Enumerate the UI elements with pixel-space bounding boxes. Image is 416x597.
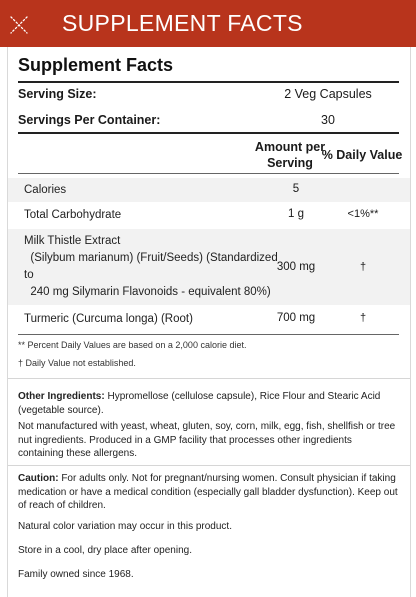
other-ingredients-label: Other Ingredients:: [18, 391, 105, 402]
servings-value: 30: [321, 113, 335, 127]
footnote-percent-dv: ** Percent Daily Values are based on a 2,000 calorie diet.: [18, 340, 247, 350]
table-row: [8, 306, 410, 333]
table-row: [8, 229, 410, 305]
row-name: to: [24, 269, 34, 281]
title-rule: [18, 81, 399, 83]
header-bar: [0, 0, 416, 47]
other-ingredients: [18, 390, 400, 417]
row-daily-value: †: [359, 261, 367, 273]
row-name: 240 mg Silymarin Flavonoids - equivalent 80%): [24, 286, 271, 298]
header-title: SUPPLEMENT FACTS: [62, 10, 303, 36]
row-amount: 1 g: [288, 208, 304, 220]
caution-text: For adults only. Not for pregnant/nursing women. Consult physician if taking medication or have a medical condition (especially gall bladder dysfunction). Keep out of reach of children.: [18, 473, 398, 511]
row-name: Total Carbohydrate: [24, 209, 122, 221]
family-owned-note: Family owned since 1968.: [18, 569, 134, 580]
servings-label: Servings Per Container:: [18, 113, 161, 127]
color-variation-note: Natural color variation may occur in this product.: [18, 521, 232, 532]
header-rule: [18, 173, 399, 174]
row-amount: 5: [292, 183, 300, 195]
row-name: Calories: [24, 184, 67, 196]
notes-divider: [8, 378, 410, 379]
other-ingredients-text: Hypromellose (cellulose capsule), Rice Flour and Stearic Acid (vegetable source).: [18, 391, 381, 416]
row-name: Turmeric (Curcuma longa) (Root): [24, 313, 193, 325]
row-daily-value: <1%**: [347, 208, 379, 220]
servings-rule: [18, 132, 399, 134]
amount-header-line2: Serving: [267, 156, 313, 170]
caution-statement: [18, 472, 400, 513]
not-manufactured-statement: Not manufactured with yeast, wheat, gluten, soy, corn, milk, egg, fish, shellfish or tree nut ingredients. Produced in a GMP facility that processes other ingredients containing these allergens.: [18, 421, 396, 459]
row-name: Milk Thistle Extract: [24, 235, 121, 247]
serving-size-value: 2 Veg Capsules: [284, 87, 372, 101]
row-daily-value: †: [359, 312, 367, 324]
caution-divider: [8, 465, 410, 466]
table-row: [8, 203, 410, 228]
amount-header-line1: Amount per: [254, 140, 326, 154]
footnote-dv-not-established: † Daily Value not established.: [18, 358, 136, 368]
sparkle-cross-icon: [8, 14, 30, 36]
panel-title: Supplement Facts: [18, 55, 174, 75]
serving-size-label: Serving Size:: [18, 87, 97, 101]
caution-label: Caution:: [18, 473, 59, 484]
storage-note: Store in a cool, dry place after opening.: [18, 545, 192, 556]
table-row: [8, 178, 410, 202]
row-amount: 700 mg: [276, 312, 316, 324]
row-amount: 300 mg: [276, 261, 316, 273]
dv-column-header: % Daily Value: [321, 148, 403, 162]
table-bottom-rule: [18, 334, 399, 335]
row-name: (Silybum marianum) (Fruit/Seeds) (Standardized: [24, 252, 278, 264]
